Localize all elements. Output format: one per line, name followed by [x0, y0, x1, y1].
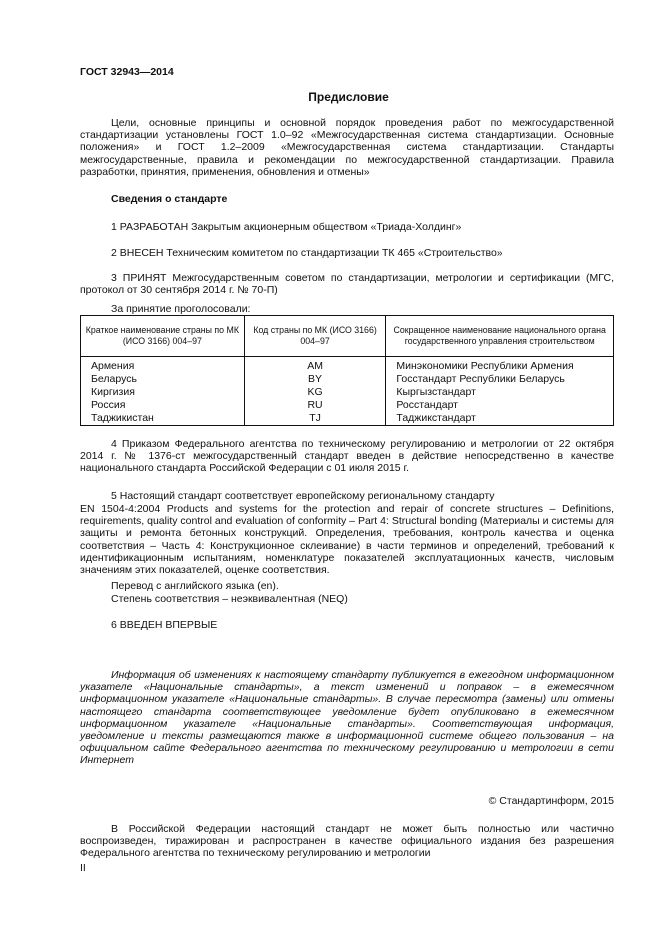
table-cell-body: Росстандарт — [386, 399, 614, 412]
notice-paragraph: Информация об изменениях к настоящему стандарту публикуется в ежегодном информационном указателе «Национальные стандарты», а текст изменений и поправок – в ежемесячном информационном указателе «Национальные стандарты». В случае пересмотра (замены) или отмены настоящего стандарта соответствующее уведомление будет опубликовано в ежемесячном информационном указателе «Национальные стандарты». Соответствующая информация, уведомление и тексты размещаются также в информационной системе общего пользования – на официальном сайте Федерального агентства по техническому регулированию и метрологии в сети Интернет — [80, 669, 614, 767]
table-header-country: Краткое наименование страны по МК (ИСО 3166) 004–97 — [81, 316, 245, 357]
info-heading: Сведения о стандарте — [111, 193, 228, 205]
restriction-paragraph: В Российской Федерации настоящий стандарт не может быть полностью или частично воспроизведен, тиражирован и распространен в качестве официального издания без разрешения Федерального агентства по техническому регулированию и метрологии — [80, 823, 614, 860]
intro-paragraph: Цели, основные принципы и основной порядок проведения работ по межгосударственной стандартизации установлены ГОСТ 1.0–92 «Межгосударственная система стандартизации. Основные положения» и ГОСТ 1.2–2009 «Межгосударственная система стандартизации. Стандарты межгосударственные, правила и рекомендации по межгосударственной стандартизации. Правила разработки, принятия, применения, обновления и отмены» — [80, 117, 614, 178]
table-cell-body: Таджикстандарт — [386, 412, 614, 426]
table-header-code: Код страны по МК (ИСО 3166) 004–97 — [244, 316, 386, 357]
page-number: II — [80, 862, 86, 874]
table-cell-code: RU — [244, 399, 386, 412]
item-1: 1 РАЗРАБОТАН Закрытым акционерным обществом «Триада-Холдинг» — [111, 221, 462, 233]
countries-table — [80, 315, 614, 426]
table-row — [81, 373, 614, 386]
table-cell-country: Таджикистан — [81, 412, 245, 426]
table-cell-code: AM — [244, 357, 386, 374]
table-cell-body: Кыргызстандарт — [386, 386, 614, 399]
copyright: © Стандартинформ, 2015 — [488, 795, 614, 807]
table-row — [81, 399, 614, 412]
page-title: Предисловие — [308, 90, 389, 104]
table-header-body: Сокращенное наименование национального органа государственного управления строительством — [386, 316, 614, 357]
table-cell-body: Минэкономики Республики Армения — [386, 357, 614, 374]
conformity-note: Степень соответствия – неэквивалентная (NEQ) — [111, 593, 348, 605]
table-cell-country: Армения — [81, 357, 245, 374]
item-2: 2 ВНЕСЕН Техническим комитетом по стандартизации ТК 465 «Строительство» — [111, 247, 503, 259]
table-cell-code: TJ — [244, 412, 386, 426]
item-3: 3 ПРИНЯТ Межгосударственным советом по стандартизации, метрологии и сертификации (МГС, протокол от 30 сентября 2014 г. № 70-П) — [80, 272, 614, 297]
item-6: 6 ВВЕДЕН ВПЕРВЫЕ — [111, 619, 218, 631]
translation-note: Перевод с английского языка (en). — [111, 580, 279, 592]
voted-label: За принятие проголосовали: — [111, 303, 251, 315]
table-cell-country: Россия — [81, 399, 245, 412]
table-cell-country: Киргизия — [81, 386, 245, 399]
item-5-body: EN 1504-4:2004 Products and systems for the protection and repair of concrete structures – Definitions, requirements, quality control and evaluation of conformity – Part 4: Structural bonding (Материалы и системы для защиты и ремонта бетонных конструкций. Определения, требования, контроль качества и оценка соответствия – Часть 4: Конструкционное склеивание) в части терминов и определений, требований к идентификационным испытаниям, номенклатуре показателей эксплуатационных качеств, числовым значениям этих показателей, оценке соответствия. — [80, 503, 614, 577]
table-row — [81, 412, 614, 426]
document-code: ГОСТ 32943—2014 — [80, 66, 174, 78]
table-header-row — [81, 316, 614, 357]
table-cell-code: KG — [244, 386, 386, 399]
table-cell-country: Беларусь — [81, 373, 245, 386]
table-cell-code: BY — [244, 373, 386, 386]
item-4: 4 Приказом Федерального агентства по техническому регулированию и метрологии от 22 октября 2014 г. № 1376-ст межгосударственный стандарт введен в действие непосредственно в качестве национального стандарта Российской Федерации с 01 июля 2015 г. — [80, 438, 614, 475]
table-row — [81, 386, 614, 399]
table-row — [81, 357, 614, 374]
table-cell-body: Госстандарт Республики Беларусь — [386, 373, 614, 386]
item-5-intro: 5 Настоящий стандарт соответствует европейскому региональному стандарту — [111, 490, 495, 502]
